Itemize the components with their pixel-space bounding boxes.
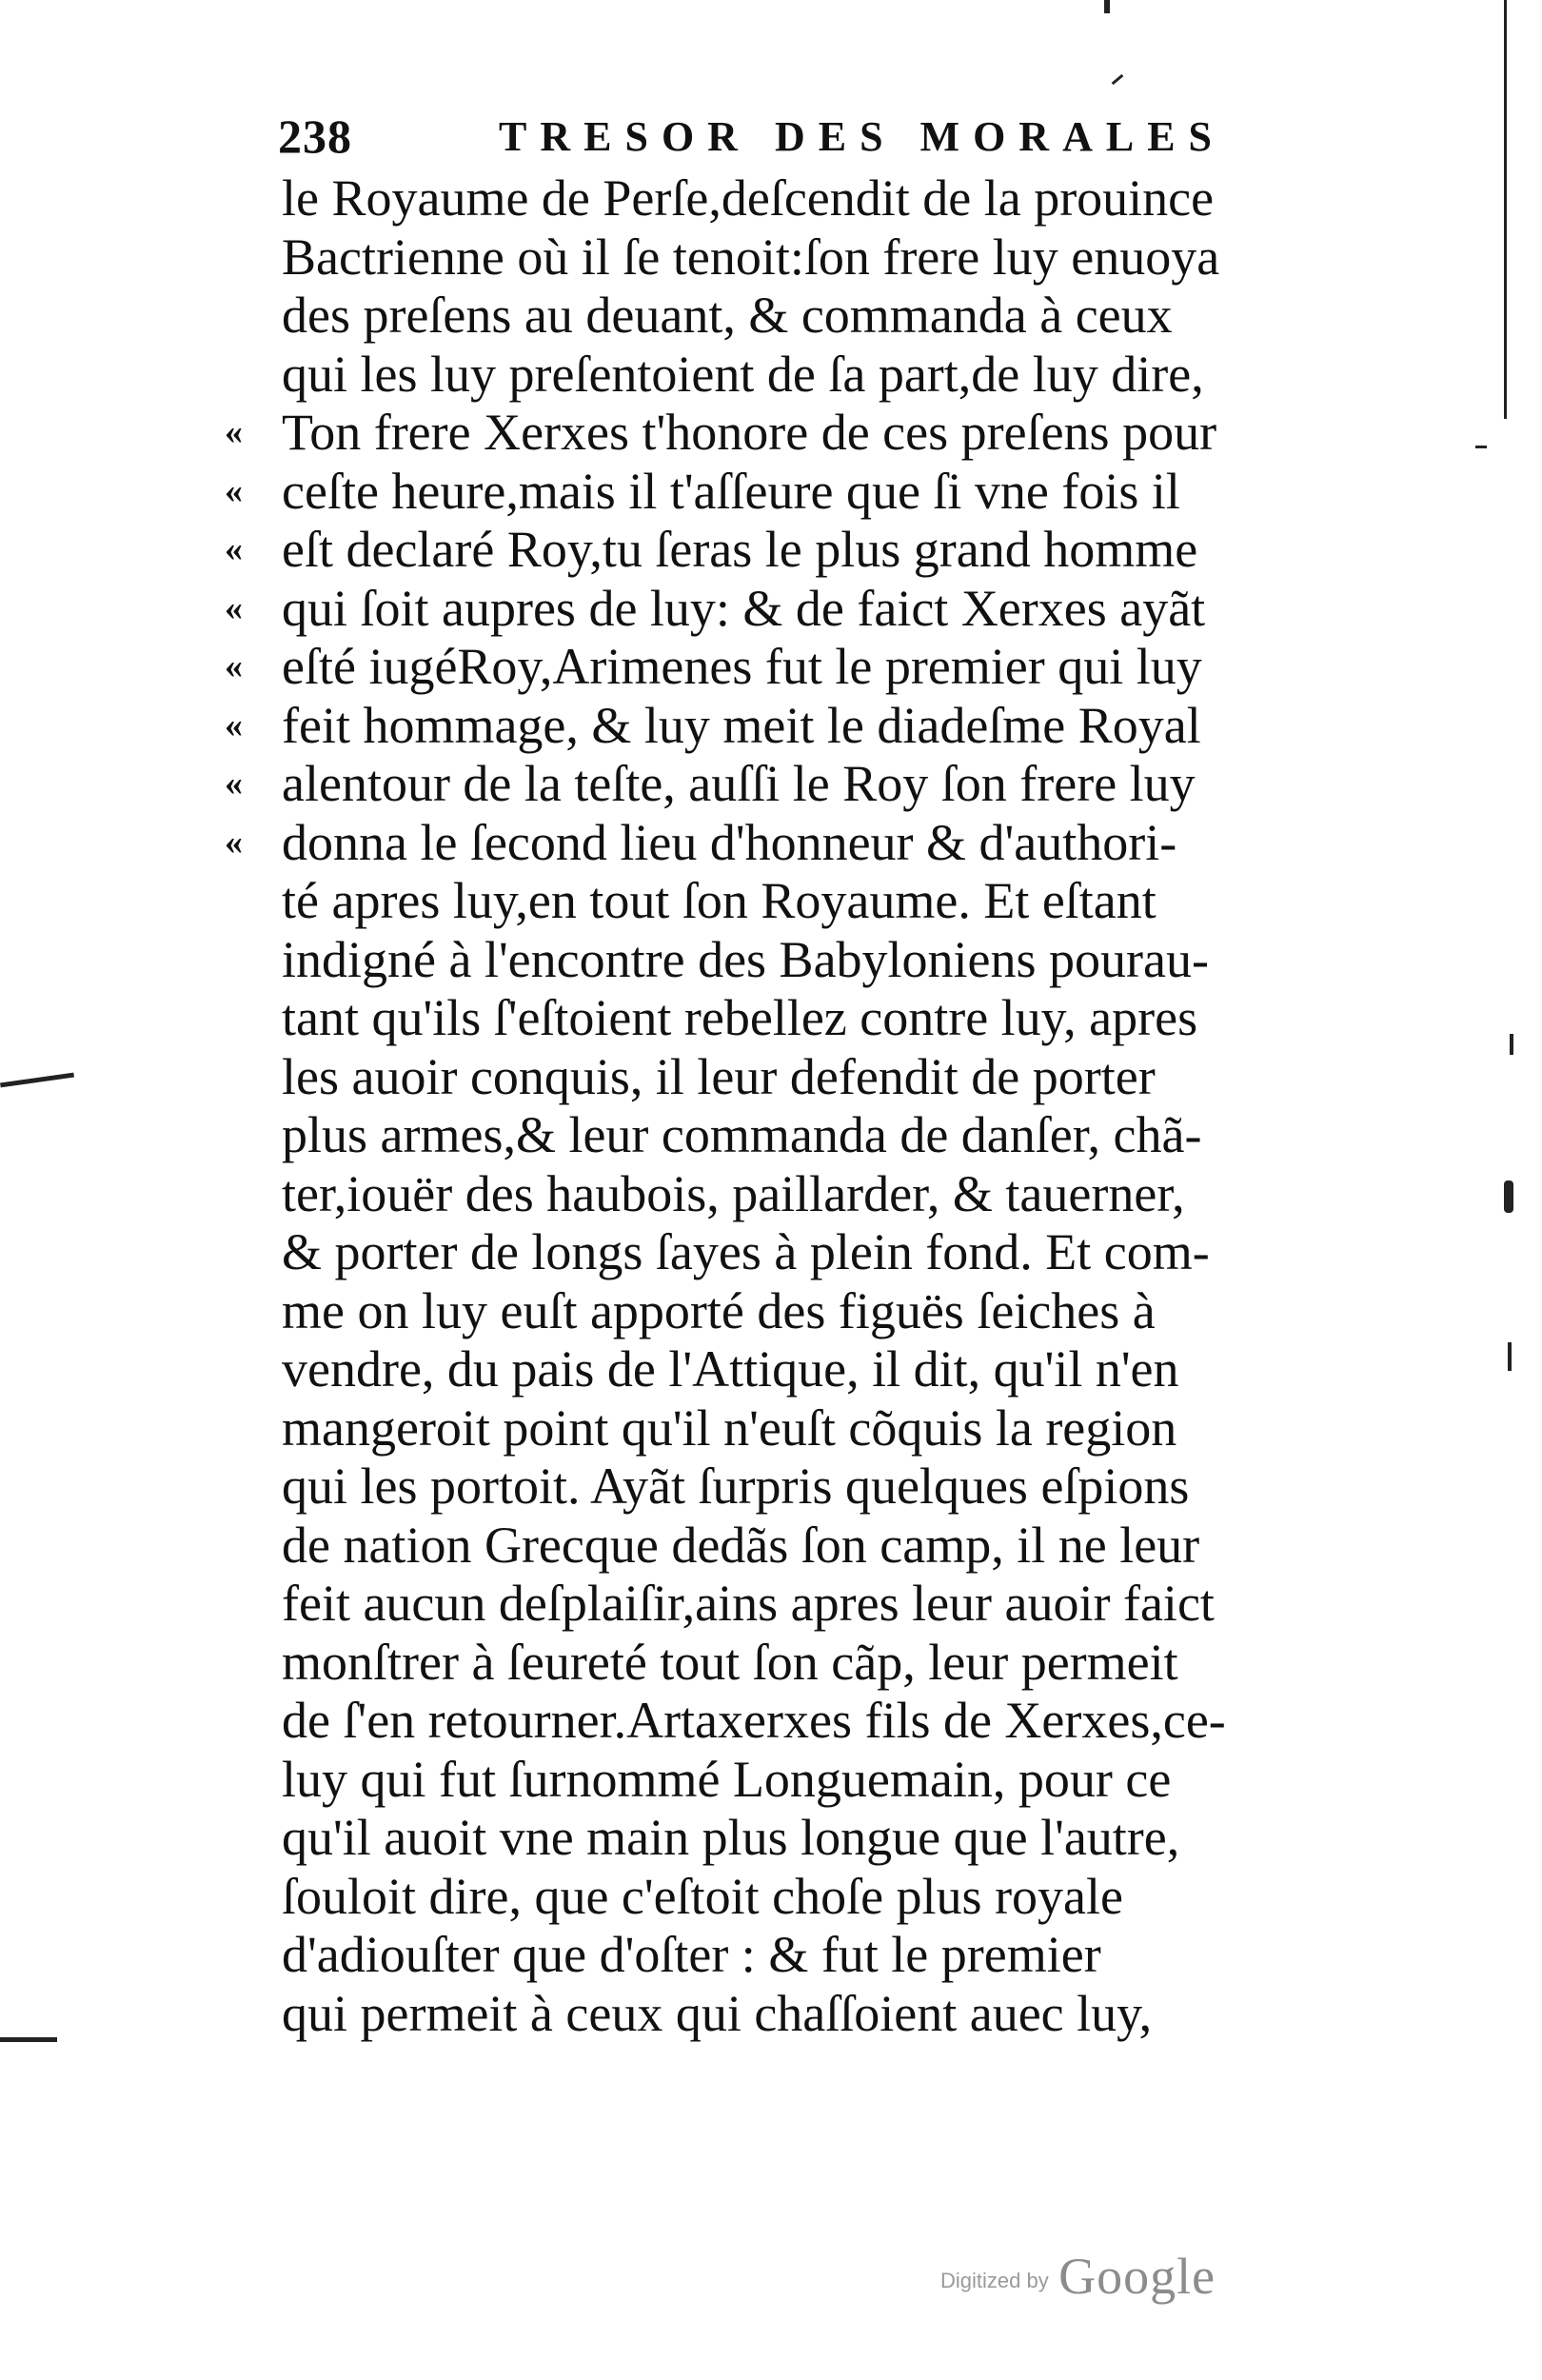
ink-speck [1510, 1034, 1513, 1055]
margin-rule-left [0, 1073, 74, 1088]
text-line [282, 1165, 1329, 1224]
text-block [225, 169, 1329, 2043]
page-edge-line [1504, 0, 1507, 419]
line-text: alentour de la teſte, auſſi le Roy ſon frere luy [282, 755, 1196, 812]
text-line [282, 169, 1329, 228]
quote-mark: « [225, 646, 241, 686]
text-line [282, 1340, 1329, 1399]
text-line [282, 1282, 1329, 1341]
line-text: me on luy euſt apporté des figuës ſeiches à [282, 1281, 1156, 1339]
text-line [282, 1399, 1329, 1458]
line-text: Bactrienne où il ſe tenoit:ſon frere luy enuoya [282, 228, 1220, 286]
running-head: TRESOR DES MORALES [499, 113, 1226, 160]
line-text: qui les luy preſentoient de ſa part,de luy dire, [282, 345, 1204, 403]
line-text: plus armes,& leur commanda de danſer, chã- [282, 1106, 1202, 1163]
text-line [282, 1985, 1329, 2044]
quote-mark: « [225, 704, 241, 745]
text-line [225, 404, 1329, 463]
line-text: monſtrer à ſeureté tout ſon cãp, leur permeit [282, 1633, 1178, 1691]
text-line [282, 1926, 1329, 1985]
line-text: indigné à l'encontre des Babyloniens pourau- [282, 930, 1209, 988]
line-text: mangeroit point qu'il n'euſt cõquis la region [282, 1398, 1177, 1457]
ink-speck [1112, 74, 1124, 85]
line-text: qui permeit à ceux qui chaſſoient auec luy, [282, 1984, 1153, 2042]
digitized-label: Digitized by [940, 2269, 1049, 2292]
line-text: des preſens au deuant, & commanda à ceux [282, 287, 1173, 344]
quote-mark: « [225, 412, 241, 452]
text-line [225, 696, 1329, 756]
text-line [282, 872, 1329, 931]
page-header [278, 103, 1325, 179]
text-line [225, 521, 1329, 580]
line-text: ceſte heure,mais il t'aſſeure que ſi vne fois il [282, 462, 1180, 520]
text-line [282, 1517, 1329, 1576]
text-line [282, 1048, 1329, 1107]
line-text: tant qu'ils ſ'eſtoient rebellez contre luy, apres [282, 989, 1198, 1046]
text-line [282, 1223, 1329, 1282]
line-text: eſt declaré Roy,tu ſeras le plus grand homme [282, 521, 1198, 578]
line-text: feit hommage, & luy meit le diadeſme Royal [282, 696, 1201, 754]
line-text: qui les portoit. Ayãt ſurpris quelques eſpions [282, 1458, 1190, 1515]
text-line [282, 1458, 1329, 1517]
line-text: eſté iugéRoy,Arimenes fut le premier qui luy [282, 638, 1202, 695]
line-text: té apres luy,en tout ſon Royaume. Et eſtant [282, 872, 1156, 929]
ink-speck [1508, 1342, 1512, 1371]
text-line [282, 1692, 1329, 1751]
text-line [225, 755, 1329, 814]
quote-mark: « [225, 470, 241, 511]
ink-speck [1104, 0, 1110, 13]
quote-mark: « [225, 587, 241, 628]
ink-speck [1475, 446, 1487, 448]
text-line [282, 1575, 1329, 1634]
ink-speck [1504, 1180, 1513, 1213]
text-line [282, 1634, 1329, 1693]
line-text: donna le ſecond lieu d'honneur & d'authori- [282, 813, 1177, 871]
line-text: ter,iouër des haubois, paillarder, & tauerner, [282, 1164, 1185, 1222]
line-text: feit aucun deſplaiſir,ains apres leur auoir faict [282, 1575, 1215, 1632]
line-text: luy qui fut ſurnommé Longuemain, pour ce [282, 1750, 1172, 1808]
text-line [225, 638, 1329, 697]
line-text: le Royaume de Perſe,deſcendit de la prouince [282, 169, 1215, 227]
text-line [282, 989, 1329, 1048]
google-logo: Google [1058, 2248, 1216, 2305]
text-line [282, 1868, 1329, 1927]
text-line [282, 1809, 1329, 1868]
text-line [282, 1106, 1329, 1165]
quote-mark: « [225, 764, 241, 803]
digitization-stamp [940, 2247, 1216, 2306]
line-text: de ſ'en retourner.Artaxerxes fils de Xerxes,ce- [282, 1692, 1226, 1749]
line-text: de nation Grecque dedãs ſon camp, il ne leur [282, 1516, 1200, 1574]
line-text: Ton frere Xerxes t'honore de ces preſens pour [282, 404, 1217, 461]
line-text: qui ſoit aupres de luy: & de faict Xerxes ayãt [282, 579, 1206, 637]
quote-mark: « [225, 822, 241, 863]
line-text: les auoir conquis, il leur defendit de porter [282, 1047, 1156, 1105]
text-line [282, 931, 1329, 990]
page-number: 238 [278, 109, 352, 163]
text-line [225, 462, 1329, 522]
text-line [225, 813, 1329, 873]
text-line [282, 346, 1329, 405]
text-line [282, 1751, 1329, 1810]
line-text: d'adiouſter que d'oſter : & fut le premier [282, 1926, 1101, 1983]
line-text: qu'il auoit vne main plus longue que l'autre, [282, 1809, 1180, 1866]
line-text: vendre, du pais de l'Attique, il dit, qu'il n'en [282, 1340, 1179, 1398]
text-line [282, 287, 1329, 346]
line-text: & porter de longs ſayes à plein fond. Et com- [282, 1223, 1210, 1280]
text-line [225, 579, 1329, 639]
text-line [282, 228, 1329, 288]
line-text: ſouloit dire, que c'eſtoit choſe plus royale [282, 1867, 1123, 1925]
quote-mark: « [225, 529, 241, 569]
margin-rule-left [0, 2037, 57, 2042]
